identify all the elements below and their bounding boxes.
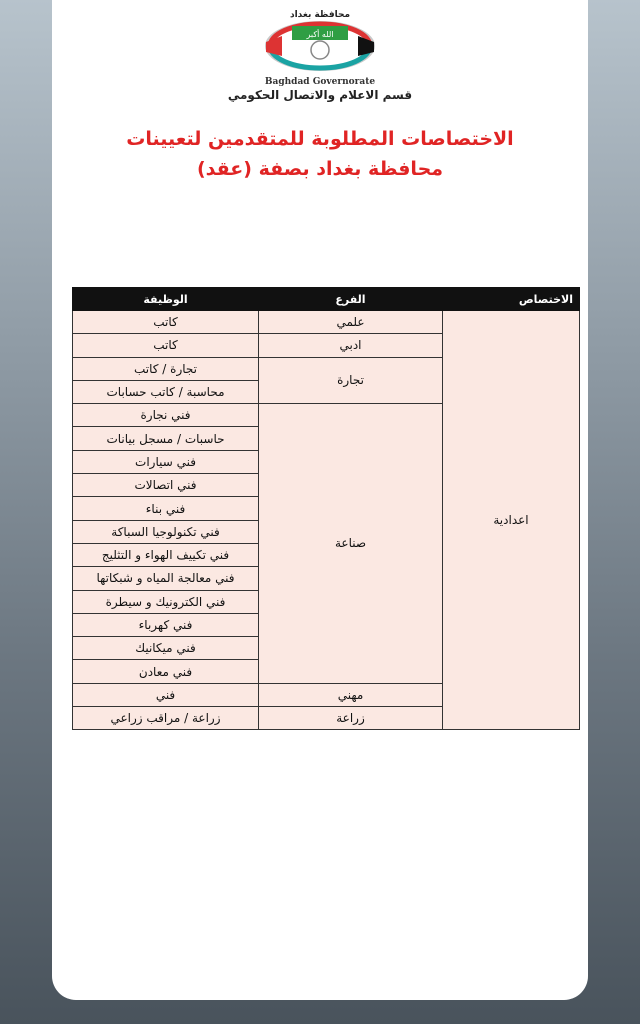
job-cell: زراعة / مراقب زراعي xyxy=(73,707,259,730)
specialization-cell: اعدادية xyxy=(443,311,580,730)
job-cell: فني بناء xyxy=(73,497,259,520)
branch-cell: زراعة xyxy=(259,707,443,730)
job-cell: فني تكييف الهواء و التثليج xyxy=(73,543,259,566)
job-cell: فني تكنولوجيا السباكة xyxy=(73,520,259,543)
branch-cell: صناعة xyxy=(259,404,443,684)
logo-arabic-top: محافظة بغداد xyxy=(289,10,351,20)
job-cell: فني xyxy=(73,683,259,706)
table-row xyxy=(73,311,580,334)
governorate-logo xyxy=(262,6,378,92)
job-cell: كاتب xyxy=(73,334,259,357)
department-name: قسم الاعلام والاتصال الحكومي xyxy=(227,88,413,102)
job-cell: فني معادن xyxy=(73,660,259,683)
branch-cell: ادبي xyxy=(259,334,443,357)
job-cell: حاسبات / مسجل بيانات xyxy=(73,427,259,450)
job-cell: كاتب xyxy=(73,311,259,334)
logo-inner-text: الله أكبر xyxy=(306,30,334,39)
logo-english: Baghdad Governorate xyxy=(264,77,376,87)
branch-cell: تجارة xyxy=(259,357,443,404)
header-specialization: الاختصاص xyxy=(443,288,580,311)
branch-cell: علمي xyxy=(259,311,443,334)
header-branch: الفرع xyxy=(259,288,443,311)
job-cell: فني معالجة المياه و شبكاتها xyxy=(73,567,259,590)
header-job: الوظيفة xyxy=(73,288,259,311)
page-title: الاختصاصات المطلوبة للمتقدمين لتعيينات xyxy=(126,128,514,150)
job-cell: فني اتصالات xyxy=(73,474,259,497)
job-cell: فني ميكانيك xyxy=(73,637,259,660)
job-cell: فني الكترونيك و سيطرة xyxy=(73,590,259,613)
job-cell: فني سيارات xyxy=(73,450,259,473)
table-header-row xyxy=(73,288,580,311)
branch-cell: مهني xyxy=(259,683,443,706)
page-subtitle: محافظة بغداد بصفة (عقد) xyxy=(196,158,444,180)
specializations-table xyxy=(72,287,580,730)
job-cell: فني نجارة xyxy=(73,404,259,427)
job-cell: فني كهرباء xyxy=(73,613,259,636)
job-cell: تجارة / كاتب xyxy=(73,357,259,380)
job-cell: محاسبة / كاتب حسابات xyxy=(73,380,259,403)
